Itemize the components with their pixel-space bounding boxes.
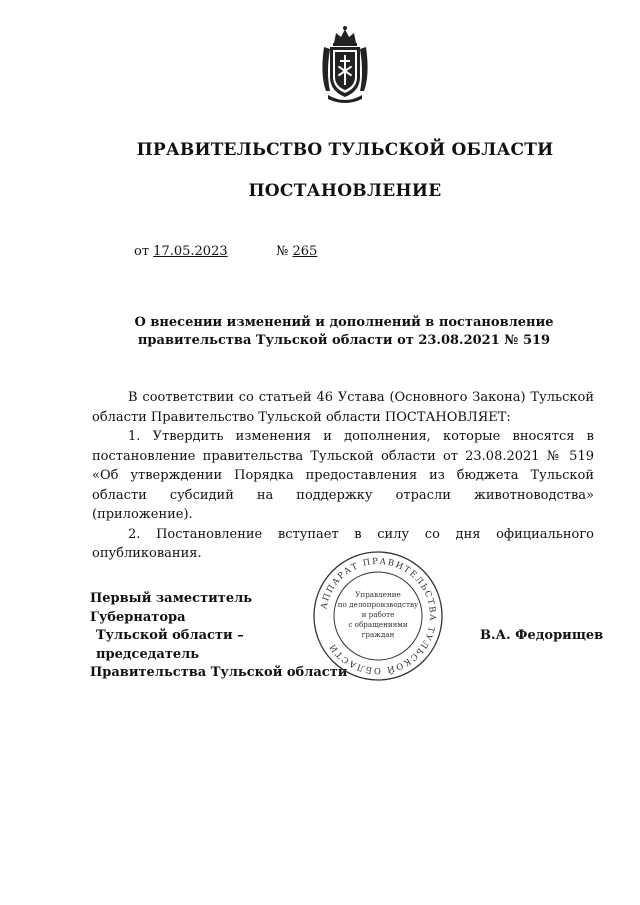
tula-coat-of-arms-icon: [316, 25, 374, 105]
body-intro: В соответствии со статьей 46 Устава (Основного Закона) Тульской области Правительство Тульской области ПОСТАНОВЛЯЕТ:: [92, 390, 594, 425]
signer-position-line-3: Правительства Тульской области: [90, 665, 348, 680]
seal-ring-text: АППАРАТ ПРАВИТЕЛЬСТВА ТУЛЬСКОЙ ОБЛАСТИ: [319, 556, 438, 676]
signer-position-line-1: Первый заместитель Губернатора: [90, 591, 253, 625]
body-item-1: 1. Утвердить изменения и дополнения, которые вносятся в постановление правительства Тульской области от 23.08.2021 № 519 «Об утверждении Порядка предоставления из бюджета Тульской области субсидий на поддержку отрасли животноводства» (приложение).: [92, 429, 594, 522]
signer-name: В.А. Федорищев: [480, 628, 604, 643]
document-date: [134, 244, 228, 259]
official-seal-stamp: [311, 549, 445, 683]
seal-center-line-1: Управление: [355, 590, 401, 599]
seal-center-line-5: граждан: [361, 630, 395, 639]
signer-position-line-2: Тульской области – председатель: [96, 628, 244, 662]
seal-center-line-4: с обращениями: [348, 620, 408, 629]
date-prefix: от: [134, 244, 150, 259]
number-prefix: №: [276, 244, 289, 259]
subject-line-2: правительства Тульской области от 23.08.2021 № 519: [137, 333, 551, 348]
seal-center-line-2: по делопроизводству: [337, 600, 419, 609]
number-value: 265: [292, 244, 318, 259]
document-number: [276, 244, 317, 259]
subject-line-1: О внесении изменений и дополнений в постановление: [134, 315, 554, 330]
date-value: 17.05.2023: [153, 244, 228, 259]
body-item-2: 2. Постановление вступает в силу со дня официального опубликования.: [92, 526, 594, 561]
document-body: [92, 388, 594, 564]
document-subject: [120, 314, 568, 350]
government-title: ПРАВИТЕЛЬСТВО ТУЛЬСКОЙ ОБЛАСТИ: [136, 140, 554, 160]
document-kind-title: ПОСТАНОВЛЕНИЕ: [248, 181, 442, 201]
seal-center-line-3: и работе: [361, 610, 395, 619]
